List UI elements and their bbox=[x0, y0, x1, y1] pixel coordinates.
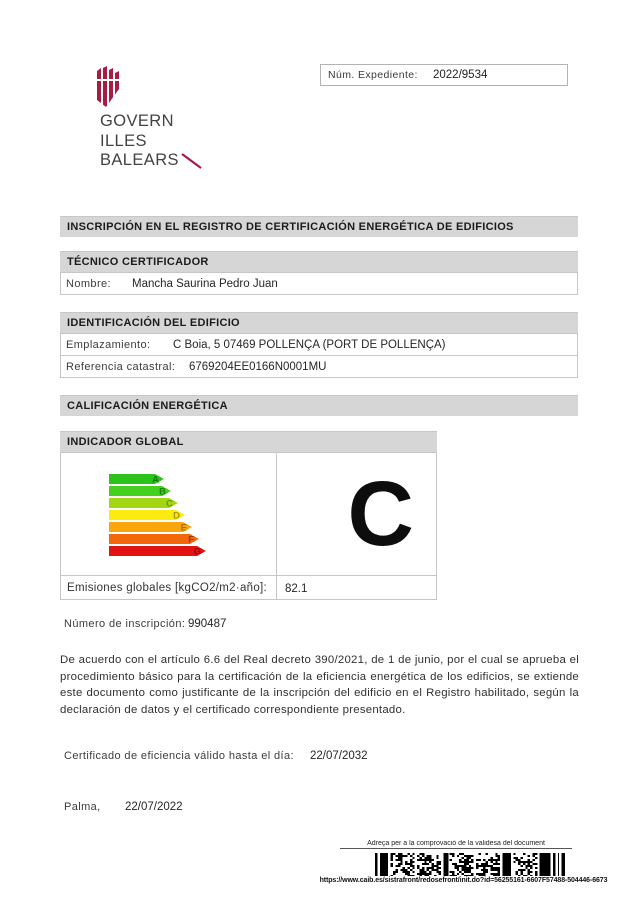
registry-title-bar: INSCRIPCIÓN EN EL REGISTRO DE CERTIFICACIÓN ENERGÉTICA DE EDIFICIOS bbox=[60, 216, 578, 237]
inscripcion-line bbox=[64, 618, 226, 630]
energy-rating-cell bbox=[277, 453, 436, 575]
emplazamiento-row bbox=[60, 333, 578, 356]
validez-value: 22/07/2032 bbox=[310, 750, 368, 762]
indicador-header-bar: INDICADOR GLOBAL bbox=[60, 431, 437, 452]
firma-city: Palma, bbox=[64, 801, 101, 813]
calificacion-header-bar: CALIFICACIÓN ENERGÉTICA bbox=[60, 395, 578, 416]
energy-scale-cell bbox=[61, 453, 277, 575]
tecnico-header-bar: TÉCNICO CERTIFICADOR bbox=[60, 251, 578, 272]
verification-barcode bbox=[375, 853, 565, 876]
edificio-header-bar: IDENTIFICACIÓN DEL EDIFICIO bbox=[60, 312, 578, 333]
svg-text:D: D bbox=[173, 510, 180, 522]
expediente-label: Núm. Expediente: bbox=[328, 69, 418, 81]
expediente-box bbox=[320, 64, 568, 86]
inscripcion-label: Número de inscripción: bbox=[64, 618, 186, 630]
catastral-value: 6769204EE0166N0001MU bbox=[189, 360, 327, 373]
emplazamiento-label: Emplazamiento: bbox=[66, 338, 151, 351]
firma-date: 22/07/2022 bbox=[125, 801, 183, 813]
validez-line bbox=[64, 750, 368, 762]
svg-text:E: E bbox=[180, 522, 187, 534]
svg-text:F: F bbox=[188, 534, 194, 546]
emisiones-label: Emisiones globales [kgCO2/m2·año]: bbox=[67, 582, 268, 594]
energy-scale bbox=[61, 453, 276, 575]
logo-slash-icon bbox=[180, 152, 204, 170]
emisiones-row bbox=[61, 576, 436, 600]
expediente-value: 2022/9534 bbox=[433, 69, 488, 81]
energy-rating-letter: C bbox=[347, 463, 414, 565]
logo-line-balears: BALEARS bbox=[100, 151, 179, 169]
legal-text: De acuerdo con el artículo 6.6 del Real decreto 390/2021, de 1 de junio, por el cual se aprueba el procedimiento básico para la certificación de la eficiencia energética de los edificios, se extiende este documento como justificante de la inscripción del edificio en el Registro habilitado, según la declaración de datos y el certificado correspondiente presentado. bbox=[60, 654, 579, 716]
emisiones-value: 82.1 bbox=[285, 583, 308, 595]
svg-text:C: C bbox=[166, 498, 173, 510]
govern-illes-balears-logo bbox=[97, 66, 179, 169]
verification-url-link[interactable]: https://www.caib.es/sistrafront/redosefront/init.do?id=56255161-6607F57488-504446-6673 bbox=[319, 877, 608, 884]
inscripcion-value: 990487 bbox=[188, 618, 227, 630]
indicador-table bbox=[60, 452, 437, 600]
indicador-main-row bbox=[61, 453, 436, 576]
svg-text:G: G bbox=[193, 546, 201, 558]
senyera-shield-icon bbox=[97, 66, 121, 108]
emplazamiento-value: C Boia, 5 07469 POLLENÇA (PORT DE POLLENÇA) bbox=[173, 338, 446, 351]
catastral-row bbox=[60, 355, 578, 378]
catastral-label: Referencia catastral: bbox=[66, 360, 176, 373]
logo-wordmark bbox=[100, 112, 204, 171]
svg-text:A: A bbox=[152, 474, 159, 486]
nombre-label: Nombre: bbox=[66, 277, 111, 290]
nombre-value: Mancha Saurina Pedro Juan bbox=[132, 277, 278, 290]
firma-line bbox=[64, 801, 183, 813]
barcode-caption: Adreça per a la comprovació de la validesa del document bbox=[340, 840, 572, 849]
svg-text:B: B bbox=[159, 486, 166, 498]
nombre-row bbox=[60, 272, 578, 295]
logo-line-illes: ILLES bbox=[100, 131, 147, 150]
validez-label: Certificado de eficiencia válido hasta el día: bbox=[64, 750, 294, 762]
logo-line-govern: GOVERN bbox=[100, 112, 174, 130]
